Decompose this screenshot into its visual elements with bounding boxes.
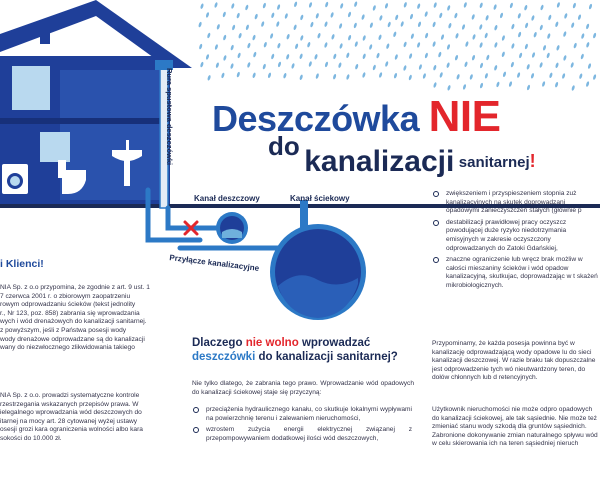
rain-drop: [526, 84, 530, 90]
headline-small: sanitarnej: [458, 154, 530, 171]
rain-drop: [271, 12, 275, 18]
rain-drop: [283, 73, 287, 79]
rain-drop: [222, 11, 226, 17]
rain-drop: [214, 44, 218, 50]
rain-drop: [440, 34, 444, 40]
text-line: sokości do 10.000 zł.: [0, 434, 62, 442]
rain-drop: [207, 75, 211, 81]
rain-drop: [571, 85, 575, 91]
rain-drop: [439, 72, 443, 78]
rain-drop: [386, 43, 390, 49]
text-line: 7 czerwca 2001 r. o zbiorowym zaopatrzeniu: [0, 292, 131, 300]
rain-drop: [447, 85, 451, 91]
rain-drop: [379, 15, 383, 21]
text-line: NIA Sp. z o.o przypomina, że zgodnie z art. 9 ust. 1: [0, 284, 150, 291]
rain-drop: [300, 14, 304, 20]
rain-drop: [580, 53, 584, 59]
rain-drop: [294, 43, 298, 49]
question-heading: [192, 336, 416, 364]
rain-drop: [424, 33, 428, 39]
rain-drop: [271, 53, 275, 59]
rain-drop: [524, 5, 528, 11]
rain-drop: [516, 72, 520, 78]
question-accent: nie wolno: [245, 337, 299, 349]
rain-drop: [314, 54, 318, 60]
rain-drop: [269, 33, 273, 39]
rain-drop: [433, 82, 437, 88]
rain-drop: [447, 5, 451, 11]
rain-drop: [556, 2, 560, 8]
rain-drop: [276, 21, 280, 27]
rain-drop: [439, 12, 443, 18]
rain-drop: [579, 73, 583, 79]
right-paragraph-1: Przypominamy, że każda posesja powinna być w kanalizację odprowadzającą wody opadowe lu do sieci kanalizacji deszczowej. W razie braku tak dopuszczalne jest odprowadzenie tych wó nieutwardzony teren, do dołów chłonnych lub d retencyjnych.: [432, 340, 596, 382]
rain-drop: [573, 43, 577, 49]
rain-drop: [324, 42, 328, 48]
rain-drop: [424, 52, 428, 58]
rain-drop: [494, 42, 498, 48]
rain-drop: [554, 82, 558, 88]
rain-drop: [524, 22, 528, 28]
headline-line2: [268, 131, 536, 178]
rain-drop: [315, 73, 319, 79]
rain-drop: [494, 25, 498, 31]
rain-drop: [416, 42, 420, 48]
rain-drop: [394, 54, 398, 60]
rain-drop: [454, 13, 458, 19]
rain-channel-tank: [216, 212, 248, 244]
rain-drop: [456, 74, 460, 80]
rain-drop: [230, 63, 234, 69]
middle-bullet-list: [192, 406, 412, 446]
rain-drop: [378, 34, 382, 40]
rain-drop: [277, 61, 281, 67]
rain-drop: [563, 31, 567, 37]
rain-drop: [471, 55, 475, 61]
rain-drop: [393, 31, 397, 37]
list-item: przeciążenia hydraulicznego kanału, co skutkuje lokalnymi wypływami na powierzchnię terenu i zalewaniem nieruchomości,: [192, 406, 412, 423]
question-end: do kanalizacji sanitarnej?: [258, 351, 398, 363]
rain-drop: [395, 14, 399, 20]
rain-drop: [325, 2, 329, 8]
rain-drop: [408, 74, 412, 80]
question-pre: Dlaczego: [192, 337, 243, 349]
rain-drop: [464, 61, 468, 67]
rain-drop: [461, 24, 465, 30]
rain-drop: [484, 32, 488, 38]
rain-drop: [340, 3, 344, 9]
rain-drop: [587, 63, 591, 69]
rain-drop: [276, 4, 280, 10]
rain-drop: [338, 23, 342, 29]
rain-drop: [533, 32, 537, 38]
rain-drop: [479, 24, 483, 30]
rain-drop: [346, 52, 350, 58]
middle-intro: Nie tylko dlatego, że zabrania tego prawo. Wprowadzanie wód opadowych do kanalizacji ściekowej staje się przyczyną:: [192, 380, 414, 396]
rain-channel-label: Kanał deszczowy: [194, 194, 260, 203]
rain-drop: [432, 21, 436, 27]
rain-drop: [205, 12, 209, 18]
rain-drop: [230, 45, 234, 51]
rain-drop: [479, 62, 483, 68]
rain-drop: [555, 21, 559, 27]
rain-drop: [253, 52, 257, 58]
text-line: itarnej na mocy art. 28 cytowanej wyżej ustawy: [0, 417, 138, 425]
rain-drop: [555, 62, 559, 68]
rain-drop: [539, 24, 543, 30]
rain-drop: [585, 23, 589, 29]
rain-drop: [362, 35, 366, 41]
rain-drop: [299, 74, 303, 80]
rain-drop: [324, 61, 328, 67]
rain-drop: [393, 73, 397, 79]
rain-drop: [531, 15, 535, 21]
rain-drop: [372, 64, 376, 70]
rain-drop: [369, 22, 373, 28]
rain-drop: [338, 62, 342, 68]
rain-drop: [286, 54, 290, 60]
rain-drop: [308, 2, 312, 8]
text-line: r., Nr 123, poz. 858) zabrania się wprowadzania: [0, 309, 140, 317]
rain-drop: [433, 65, 437, 71]
rain-drop: [231, 24, 235, 30]
connection-label: Przyłącze kanalizacyjne: [168, 253, 260, 273]
rain-drops: [198, 1, 597, 91]
rain-drop: [499, 12, 503, 18]
rain-drop: [262, 3, 266, 9]
rain-drop: [384, 3, 388, 9]
rain-drop: [293, 24, 297, 30]
rain-drop: [563, 55, 567, 61]
rain-drop: [200, 62, 204, 68]
rain-drop: [548, 14, 552, 20]
rain-drop: [378, 72, 382, 78]
rain-drop: [403, 2, 407, 8]
rain-drop: [472, 34, 476, 40]
rain-drop: [236, 72, 240, 78]
text-line: ielegalnego wprowadzania wód deszczowych do: [0, 409, 142, 417]
rain-drop: [277, 43, 281, 49]
rain-drop: [236, 13, 240, 19]
list-item: znaczne ograniczenie lub wręcz brak możliw w całości mieszaniny ścieków i wód opadow kanalizacyjną, skutkujac, doprowadzając w t skażeń mikrobiologicznych.: [432, 256, 600, 290]
rain-drop: [501, 35, 505, 41]
rain-drop: [417, 21, 421, 27]
headline-bang: !: [529, 151, 536, 171]
text-line: z powyższym, jeśli z Państwa posesji wody: [0, 326, 127, 334]
rain-drop: [502, 71, 506, 77]
list-item: zwiększeniem i przyspieszeniem stopnia zuż kanalizacyjnych na skutek doprowadzani opadowymi zanieczyszczeń stałych (głównie p: [432, 190, 600, 216]
rain-drop: [330, 12, 334, 18]
rain-drop: [517, 13, 521, 19]
rain-drop: [317, 33, 321, 39]
rain-drop: [267, 72, 271, 78]
rain-drop: [542, 45, 546, 51]
rain-drop: [238, 33, 242, 39]
rain-drop: [387, 21, 391, 27]
rain-drop: [518, 52, 522, 58]
rain-drop: [462, 84, 466, 90]
rain-drop: [199, 44, 203, 50]
sewage-channel-label: Kanał ściekowy: [290, 194, 350, 203]
rain-drop: [540, 4, 544, 10]
rain-drop: [300, 35, 304, 41]
rain-drop: [539, 62, 543, 68]
rain-drop: [333, 53, 337, 59]
rain-drop: [216, 24, 220, 30]
rain-drop: [572, 3, 576, 9]
rain-drop: [494, 65, 498, 71]
rain-drop: [409, 14, 413, 20]
rain-drop: [471, 14, 475, 20]
text-line: wych i wód drenażowych do kanalizacji sanitarnej.: [0, 318, 147, 326]
rain-drop: [556, 45, 560, 51]
rain-drop: [577, 14, 581, 20]
rain-drop: [400, 21, 404, 27]
rain-drop: [263, 42, 267, 48]
rain-drop: [508, 81, 512, 87]
rain-drop: [332, 74, 336, 80]
rain-drop: [432, 41, 436, 47]
rain-drop: [385, 61, 389, 67]
rain-drop: [237, 52, 241, 58]
list-item: wzrostem zużycia energii elektrycznej związanej z przepompowywaniem dodatkowej ilości wód deszczowych,: [192, 426, 412, 443]
rain-drop: [422, 73, 426, 79]
rain-drop: [293, 1, 297, 7]
text-line: rzestrzegania wskazanych przepisów prawa. W: [0, 400, 139, 408]
rain-drop: [262, 64, 266, 70]
rain-drop: [247, 62, 251, 68]
rain-drop: [200, 3, 204, 9]
rain-drop: [245, 24, 249, 30]
rain-drop: [221, 72, 225, 78]
headline-do: do: [268, 131, 300, 161]
rain-drop: [408, 53, 412, 59]
rain-drop: [252, 72, 256, 78]
rain-drop: [511, 43, 515, 49]
question-highlight: deszczówki: [192, 351, 256, 363]
rain-drop: [446, 44, 450, 50]
rain-drop: [547, 33, 551, 39]
rain-drop: [511, 24, 515, 30]
rain-drop: [424, 11, 428, 17]
rain-drop: [541, 81, 545, 87]
rain-drop: [501, 51, 505, 57]
rain-drop: [223, 35, 227, 41]
rain-drop: [546, 52, 550, 58]
rain-drop: [361, 14, 365, 20]
rain-drop: [479, 83, 483, 89]
rain-drop: [354, 41, 358, 47]
rain-drop: [354, 1, 358, 7]
rain-drop: [214, 2, 218, 8]
rain-drop: [347, 35, 351, 41]
rain-drop: [592, 74, 596, 80]
rain-drop: [205, 54, 209, 60]
rain-drop: [284, 13, 288, 19]
rain-drop: [315, 13, 319, 19]
rain-drop: [510, 62, 514, 68]
text-line: rowym odprowadzaniu ścieków (tekst jednolity: [0, 301, 136, 309]
rain-drop: [446, 62, 450, 68]
rain-drop: [485, 15, 489, 21]
rain-drop: [231, 3, 235, 9]
rain-drop: [339, 43, 343, 49]
rain-drop: [353, 22, 357, 28]
downspout-label: Rura spustowa deszczówki: [165, 68, 174, 166]
rain-drop: [455, 33, 459, 39]
text-line: osesji grozi kara ograniczenia wolności albo kara: [0, 426, 143, 434]
rain-drop: [448, 23, 452, 29]
right-paragraph-2: Użytkownik nieruchomości nie może odpro opadowych do kanalizacji ściekowej, ale tak sąsiednie. Nie może też zmieniać stanu wody szkodą dla gruntów sąsiednich. Zabronione dokonywanie zmian naturalnego spływu wód w celu skierowania ich na teren sąsiedniej nieruch: [432, 406, 598, 448]
rain-drop: [261, 21, 265, 27]
rain-drop: [403, 65, 407, 71]
rain-drop: [310, 22, 314, 28]
rain-drop: [469, 74, 473, 80]
rain-drop: [509, 2, 513, 8]
rain-drop: [438, 52, 442, 58]
rain-drop: [369, 44, 373, 50]
headline-main: kanalizacji: [304, 145, 455, 178]
rain-drop: [410, 33, 414, 39]
rain-drop: [346, 74, 350, 80]
rain-drop: [564, 13, 568, 19]
rain-drop: [530, 73, 534, 79]
rain-drop: [570, 62, 574, 68]
rain-drop: [524, 43, 528, 49]
rain-drop: [223, 55, 227, 61]
rain-drop: [463, 2, 467, 8]
rain-drop: [517, 32, 521, 38]
rain-drop: [479, 2, 483, 8]
rain-drop: [403, 41, 407, 47]
rain-drop: [585, 81, 589, 87]
rain-drop: [465, 41, 469, 47]
rain-drop: [586, 42, 590, 48]
text-line: wany do niezwłocznego zlikwidowania takiego: [0, 344, 135, 352]
headline-word: Deszczówka: [212, 98, 420, 139]
rain-drop: [484, 73, 488, 79]
rain-drop: [299, 53, 303, 59]
rain-drop: [254, 14, 258, 20]
rain-drop: [215, 62, 219, 68]
left-paragraph-2: [0, 392, 168, 444]
rain-drop: [308, 61, 312, 67]
rain-drop: [331, 34, 335, 40]
rain-drop: [418, 64, 422, 70]
rain-drop: [454, 55, 458, 61]
rain-drop: [324, 21, 328, 27]
rain-drop: [247, 43, 251, 49]
rain-drop: [486, 54, 490, 60]
list-item: destabilizacji prawidłowej pracy oczyszcz powodującej duże ryzyko niedotrzymania emisyjnych w zakresie oczyszczony odprowadzanych do Zatoki Gdańskiej,: [432, 219, 600, 253]
rain-drop: [592, 33, 596, 39]
rain-drop: [198, 22, 202, 28]
left-paragraph-1: [0, 284, 168, 353]
rain-drop: [207, 32, 211, 38]
rain-drop: [286, 34, 290, 40]
rain-drop: [307, 42, 311, 48]
rain-drop: [417, 3, 421, 9]
rain-drop: [479, 42, 483, 48]
rain-drop: [245, 4, 249, 10]
sewage-channel-tank: [270, 200, 366, 320]
rain-drop: [433, 2, 437, 8]
question-post: wprowadzać: [301, 337, 371, 349]
rain-drop: [362, 53, 366, 59]
rain-drop: [549, 72, 553, 78]
rain-drop: [496, 81, 500, 87]
rain-drop: [252, 35, 256, 41]
headline-accent: NIE: [428, 92, 501, 141]
rain-drop: [372, 5, 376, 11]
rain-drop: [362, 72, 366, 78]
text-line: NIA Sp. z o.o. prowadzi systematyczne kontrole: [0, 392, 140, 399]
rain-drop: [561, 73, 565, 79]
rain-drop: [347, 11, 351, 17]
rain-drop: [355, 64, 359, 70]
rain-drop: [493, 4, 497, 10]
rain-drop: [291, 63, 295, 69]
rain-drop: [581, 33, 585, 39]
text-line: wody drenażowe odprowadzane są do kanalizacji: [0, 335, 145, 343]
rain-drop: [376, 53, 380, 59]
rain-drop: [571, 22, 575, 28]
rain-drop: [526, 64, 530, 70]
rain-drop: [588, 4, 592, 10]
right-bullet-list: [432, 190, 600, 294]
greeting: i Klienci!: [0, 258, 44, 270]
rain-drop: [531, 52, 535, 58]
